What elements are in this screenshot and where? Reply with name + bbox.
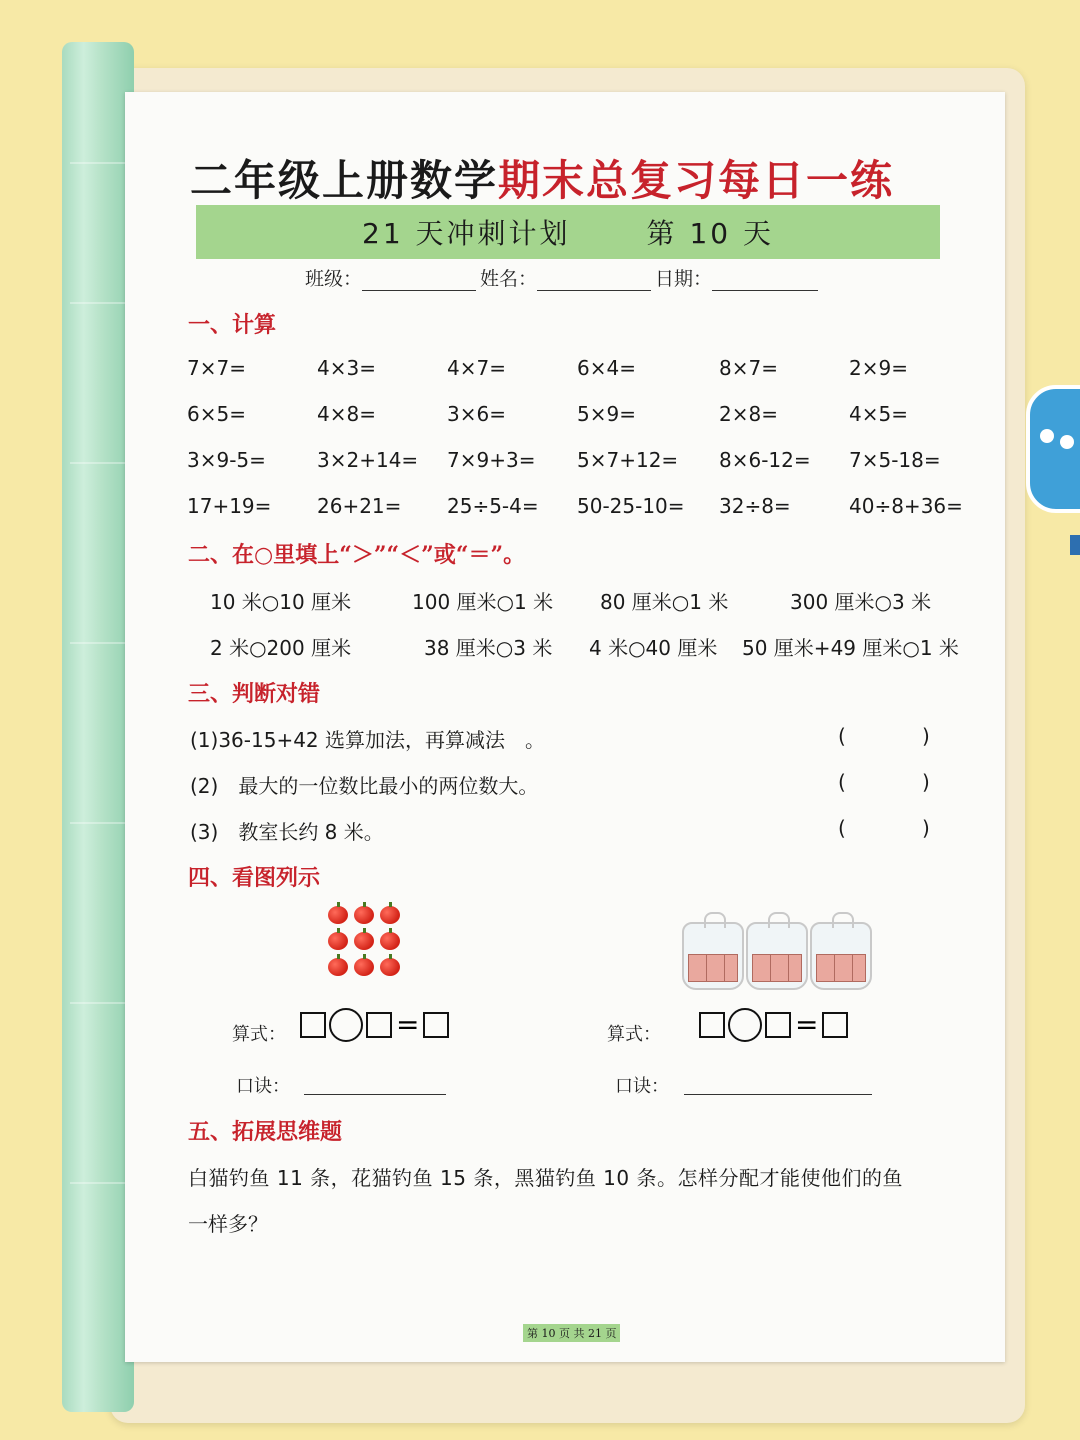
answer-paren-close: ) — [922, 770, 930, 794]
answer-box[interactable] — [366, 1012, 392, 1038]
problem-line2: 一样多？ — [188, 1212, 268, 1236]
compare-item: 50 厘米+49 厘米○1 米 — [742, 636, 959, 660]
title-part1: 二年级上册数学 — [190, 156, 499, 205]
answer-box[interactable] — [300, 1012, 326, 1038]
judge-item: (2) 最大的一位数比最小的两位数大。 — [190, 774, 539, 798]
judge-item: (3) 教室长约 8 米。 — [190, 820, 384, 844]
answer-paren-close: ) — [922, 724, 930, 748]
binder-spine — [62, 42, 134, 1412]
calc-item: 4×3= — [317, 356, 376, 380]
compare-item: 4 米○40 厘米 — [589, 636, 718, 660]
calc-item: 40÷8+36= — [849, 494, 963, 518]
mnemonic-field-left[interactable] — [304, 1072, 446, 1095]
calc-item: 5×7+12= — [577, 448, 679, 472]
operator-circle[interactable] — [329, 1008, 363, 1042]
calc-item: 5×9= — [577, 402, 636, 426]
worksheet-title — [190, 148, 894, 208]
calc-item: 4×5= — [849, 402, 908, 426]
class-label: 班级： — [305, 268, 363, 290]
compare-item: 80 厘米○1 米 — [600, 590, 729, 614]
banner-plan: 21 天冲刺计划 — [362, 217, 571, 250]
formula-boxes-left — [300, 1008, 449, 1042]
answer-paren-close: ) — [922, 816, 930, 840]
calc-item: 17+19= — [187, 494, 272, 518]
class-field[interactable] — [362, 268, 476, 291]
answer-box[interactable] — [822, 1012, 848, 1038]
date-field[interactable] — [712, 268, 818, 291]
mnemonic-label-right: 口诀： — [615, 1076, 669, 1097]
compare-item: 38 厘米○3 米 — [424, 636, 553, 660]
formula-label-left: 算式： — [232, 1024, 286, 1045]
formula-label-right: 算式： — [607, 1024, 661, 1045]
answer-box[interactable] — [423, 1012, 449, 1038]
title-part2: 期末总复习每日一练 — [498, 156, 895, 205]
calc-item: 25÷5-4= — [447, 494, 539, 518]
banner-day: 第 10 天 — [646, 217, 774, 250]
calc-item: 4×7= — [447, 356, 506, 380]
answer-paren-open: ( — [838, 816, 846, 840]
section2-title: 二、在○里填上“＞”“＜”或“＝”。 — [188, 542, 526, 568]
info-row — [305, 264, 822, 291]
calc-item: 26+21= — [317, 494, 402, 518]
page-number: 第 10 页 共 21 页 — [523, 1324, 620, 1342]
compare-item: 100 厘米○1 米 — [412, 590, 554, 614]
answer-paren-open: ( — [838, 724, 846, 748]
formula-boxes-right — [699, 1008, 848, 1042]
problem-line1: 白猫钓鱼 11 条，花猫钓鱼 15 条，黑猫钓鱼 10 条。怎样分配才能使他们的鱼 — [188, 1166, 903, 1190]
mnemonic-field-right[interactable] — [684, 1072, 872, 1095]
section4-title: 四、看图列示 — [188, 865, 321, 891]
equals-sign: = — [795, 1008, 819, 1041]
date-label: 日期： — [655, 268, 713, 290]
calc-item: 3×2+14= — [317, 448, 419, 472]
answer-box[interactable] — [699, 1012, 725, 1038]
answer-box[interactable] — [765, 1012, 791, 1038]
calc-item: 6×4= — [577, 356, 636, 380]
answer-paren-open: ( — [838, 770, 846, 794]
plan-banner — [196, 205, 940, 259]
calc-item: 8×6-12= — [719, 448, 811, 472]
calc-item: 2×9= — [849, 356, 908, 380]
calc-item: 8×7= — [719, 356, 778, 380]
operator-circle[interactable] — [728, 1008, 762, 1042]
name-label: 姓名： — [480, 268, 538, 290]
compare-item: 2 米○200 厘米 — [210, 636, 352, 660]
calc-item: 3×9-5= — [187, 448, 266, 472]
calc-item: 6×5= — [187, 402, 246, 426]
compare-item: 10 米○10 厘米 — [210, 590, 352, 614]
calc-item: 32÷8= — [719, 494, 791, 518]
section5-title: 五、拓展思维题 — [188, 1119, 343, 1145]
calc-item: 7×7= — [187, 356, 246, 380]
section3-title: 三、判断对错 — [188, 681, 321, 707]
calc-item: 3×6= — [447, 402, 506, 426]
calc-item: 50-25-10= — [577, 494, 685, 518]
calc-item: 4×8= — [317, 402, 376, 426]
calc-item: 2×8= — [719, 402, 778, 426]
calc-item: 7×5-18= — [849, 448, 941, 472]
calc-item: 7×9+3= — [447, 448, 536, 472]
section1-title: 一、计算 — [188, 312, 277, 338]
equals-sign: = — [396, 1008, 420, 1041]
name-field[interactable] — [537, 268, 651, 291]
compare-item: 300 厘米○3 米 — [790, 590, 932, 614]
sticker-fragment — [1070, 535, 1080, 555]
cartoon-sticker — [1026, 385, 1080, 513]
mnemonic-label-left: 口诀： — [236, 1076, 290, 1097]
judge-item: (1)36-15+42 选算加法，再算减法 。 — [190, 728, 546, 752]
